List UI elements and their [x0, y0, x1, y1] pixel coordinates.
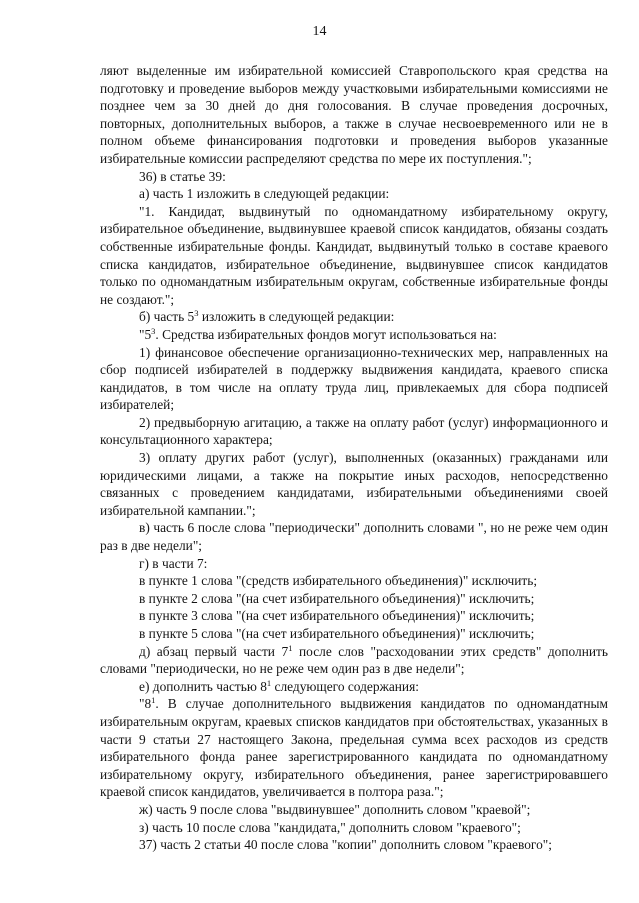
- superscript: 1: [151, 695, 156, 706]
- paragraph: в пункте 1 слова "(средств избирательного объединения)" исключить;: [139, 573, 538, 589]
- paragraph: в) часть 6 после слова "периодически" дополнить словами ", но не реже чем один раз в две недели";: [100, 520, 608, 554]
- paragraph: [100, 308, 608, 326]
- paragraph: г) в части 7:: [139, 555, 208, 571]
- paragraph-text: д) абзац первый части 7: [139, 643, 289, 659]
- paragraph: в пункте 3 слова "(на счет избирательного объединения)" исключить;: [139, 608, 535, 624]
- paragraph: 3) оплату других работ (услуг), выполненных (оказанных) гражданами или юридическими лицами, а также на покрытие иных расходов, непосредственно связанных с проведением кандидатами, избирательными объединениями своей избирательной кампании.";: [100, 450, 608, 518]
- paragraph-text: . Средства избирательных фондов могут использоваться на:: [155, 326, 497, 342]
- paragraph: [100, 678, 608, 696]
- paragraph-text: е) дополнить частью 8: [139, 678, 267, 694]
- paragraph: 1) финансовое обеспечение организационно-технических мер, направленных на сбор подписей избирателей в поддержку выдвижения кандидата, краевого списка кандидатов, в том числе на оплату труда лиц, привлекаемых для сбора подписей избирателей;: [100, 344, 608, 413]
- superscript: 3: [194, 308, 199, 319]
- paragraph-text: следующего содержания:: [271, 678, 419, 694]
- paragraph: 37) часть 2 статьи 40 после слова "копии" дополнить словом "краевого";: [139, 837, 552, 853]
- paragraph: 2) предвыборную агитацию, а также на оплату работ (услуг) информационного и консультационного характера;: [100, 414, 608, 448]
- superscript: 3: [151, 325, 156, 336]
- paragraph: ж) часть 9 после слова "выдвинувшее" дополнить словом "краевой";: [139, 801, 531, 817]
- page-number: 14: [312, 24, 327, 39]
- paragraph-text: после слов "расходовании этих средств" дополнить словами "периодически, но не реже чем один раз в две недели";: [100, 643, 608, 677]
- paragraph: [100, 643, 608, 678]
- paragraph: 36) в статье 39:: [139, 168, 226, 184]
- paragraph: [100, 326, 608, 344]
- superscript: 1: [266, 677, 272, 688]
- paragraph: а) часть 1 изложить в следующей редакции:: [139, 186, 390, 202]
- paragraph: з) часть 10 после слова "кандидата," дополнить словом "краевого";: [139, 819, 521, 835]
- paragraph-text: . В случае дополнительного выдвижения кандидатов по одномандатным избирательным округам, краевых списков кандидатов при обстоятельствах, указанных в части 9 статьи 27 настоящего Закона, предельная сумма всех расходов из средств избирательного фонда ранее зарегистрированного кандидата по одномандатному избирательному округу, избирательного объединения, ранее зарегистрировавшего краевой список кандидатов, увеличивается в полтора раза.";: [100, 696, 608, 800]
- paragraph: [100, 695, 608, 801]
- paragraph: ляют выделенные им избирательной комиссией Ставропольского края средства на подготовку и проведение выборов между участковыми избирательными комиссиями не позднее чем за 30 дней до дня голосования. В случае проведения досрочных, повторных, дополнительных выборов, а также в случае несвоевременного или не в полном объеме финансирования подготовки и проведения выборов указанные избирательные комиссии распределяют средства по мере их поступления.";: [100, 63, 608, 166]
- paragraph: в пункте 2 слова "(на счет избирательного объединения)" исключить;: [139, 590, 535, 606]
- paragraph-text: изложить в следующей редакции:: [198, 309, 395, 325]
- paragraph-text: б) часть 5: [139, 309, 195, 325]
- body-text: [100, 62, 608, 854]
- paragraph: в пункте 5 слова "(на счет избирательного объединения)" исключить;: [139, 626, 535, 641]
- paragraph: "1. Кандидат, выдвинутый по одномандатному избирательному округу, избирательное объединение, выдвинувшее краевой список кандидатов, обязаны создать собственные избирательные фонды. Кандидат, выдвинутый только в составе краевого списка кандидатов, избирательное объединение, выдвинувшее список кандидатов только по одномандатным избирательным округам, собственные избирательные фонды не создают.";: [100, 203, 608, 307]
- paragraph-text: "5: [139, 326, 152, 342]
- superscript: 1: [288, 642, 293, 653]
- paragraph-text: "8: [139, 696, 152, 712]
